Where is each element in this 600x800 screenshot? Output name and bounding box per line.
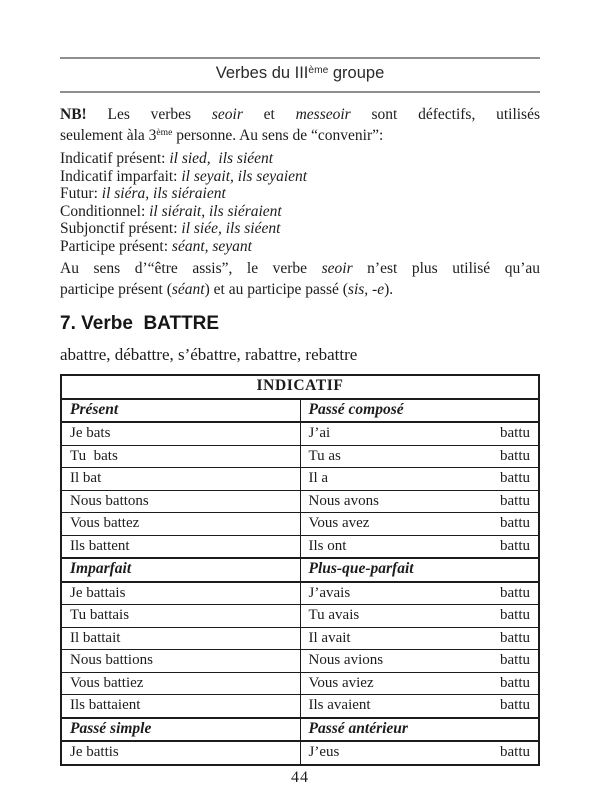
nb-paragraph <box>60 104 540 148</box>
auxiliary: J’ai <box>308 425 331 441</box>
page-number: 44 <box>291 769 309 786</box>
tense-right: Passé composé <box>300 399 539 423</box>
compound-cell <box>300 468 539 491</box>
auxiliary: Vous aviez <box>308 674 374 691</box>
auxiliary: Ils avaient <box>308 697 371 713</box>
subject-verb-cell: Je battis <box>61 741 300 765</box>
compound-cell <box>300 650 539 673</box>
list-item: Subjonctif présent: il siée, ils siéent <box>60 220 281 237</box>
participle: battu <box>500 629 530 646</box>
subject-verb-cell: Vous battez <box>61 513 300 536</box>
conjugation-table <box>60 374 540 766</box>
participle: battu <box>500 652 530 668</box>
tense-left: Passé simple <box>61 718 300 742</box>
tense-header-row <box>61 558 539 582</box>
participle: battu <box>500 537 530 554</box>
subject-verb-cell: Nous battons <box>61 490 300 513</box>
compound-cell <box>300 422 539 445</box>
compound-cell <box>300 627 539 650</box>
subject-verb-cell: Il battait <box>61 627 300 650</box>
conjugation-row <box>61 490 539 513</box>
participle: battu <box>500 744 530 760</box>
list-item: Futur: il siéra, ils siéraient <box>60 185 226 202</box>
subject-verb-cell: Tu bats <box>61 445 300 468</box>
list-item: Indicatif imparfait: il seyait, ils seyaient <box>60 167 308 185</box>
auxiliary: Vous avez <box>308 515 370 531</box>
subject-verb-cell: Il bat <box>61 468 300 491</box>
auxiliary: Nous avons <box>308 492 379 509</box>
compound-cell <box>300 513 539 536</box>
auxiliary: Nous avions <box>308 652 384 668</box>
tense-right: Plus-que-parfait <box>300 558 539 582</box>
subject-verb-cell: Ils battaient <box>61 695 300 718</box>
auxiliary: Tu avais <box>308 607 360 623</box>
compound-cell <box>300 695 539 718</box>
conjugation-row <box>61 672 539 695</box>
closing-line-2: participe présent (séant) et au participe passé (sis, -e). <box>60 280 394 298</box>
conjugation-row <box>61 650 539 673</box>
auxiliary: Il a <box>308 470 329 486</box>
tense-header-row <box>61 399 539 423</box>
tense-left: Imparfait <box>61 558 300 582</box>
nb-line-1: NB! Les verbes seoir et messeoir sont défectifs, utilisés <box>60 106 541 123</box>
conjugation-row <box>61 468 539 491</box>
participle: battu <box>500 492 530 509</box>
compound-cell <box>300 582 539 605</box>
subject-verb-cell: Je bats <box>61 422 300 445</box>
compound-cell <box>300 741 539 765</box>
defective-forms-list <box>60 150 540 255</box>
mood-row <box>61 375 539 399</box>
participle: battu <box>500 674 530 691</box>
closing-paragraph <box>60 259 540 300</box>
running-header <box>60 57 540 93</box>
nb-line-2: seulement àla 3ème personne. Au sens de “convenir”: <box>60 127 384 144</box>
list-item: Indicatif présent: il sied, ils siéent <box>60 150 274 167</box>
conjugation-row <box>61 445 539 468</box>
conjugation-row <box>61 695 539 718</box>
compound-cell <box>300 672 539 695</box>
conjugation-row <box>61 605 539 628</box>
conjugation-row <box>61 535 539 558</box>
participle: battu <box>500 607 530 623</box>
subject-verb-cell: Ils battent <box>61 535 300 558</box>
closing-line-1: Au sens d’“être assis”, le verbe seoir n’est plus utilisé qu’au <box>60 260 540 277</box>
participle: battu <box>500 425 530 441</box>
auxiliary: Il avait <box>308 629 351 646</box>
compound-cell <box>300 445 539 468</box>
participle: battu <box>500 697 530 713</box>
tense-right: Passé antérieur <box>300 718 539 742</box>
section-heading: 7. Verbe BATTRE <box>60 313 220 334</box>
mood-header: INDICATIF <box>61 375 539 399</box>
page-title: Verbes du IIIème groupe <box>215 64 385 82</box>
conjugation-row <box>61 627 539 650</box>
conjugation-row <box>61 513 539 536</box>
compound-cell <box>300 605 539 628</box>
auxiliary: J’eus <box>308 744 340 760</box>
participle: battu <box>500 470 530 486</box>
compound-cell <box>300 490 539 513</box>
tense-header-row <box>61 718 539 742</box>
conjugation-row <box>61 422 539 445</box>
subject-verb-cell: Nous battions <box>61 650 300 673</box>
auxiliary: J’avais <box>308 584 351 601</box>
subject-verb-cell: Je battais <box>61 582 300 605</box>
participle: battu <box>500 515 530 531</box>
list-item: Participe présent: séant, seyant <box>60 237 252 255</box>
conjugation-row <box>61 582 539 605</box>
participle: battu <box>500 584 530 601</box>
subject-verb-cell: Vous battiez <box>61 672 300 695</box>
subject-verb-cell: Tu battais <box>61 605 300 628</box>
list-item: Conditionnel: il siérait, ils siéraient <box>60 202 282 220</box>
conjugation-row <box>61 741 539 765</box>
derived-verbs: abattre, débattre, s’ébattre, rabattre, rebattre <box>60 345 358 364</box>
participle: battu <box>500 447 530 464</box>
auxiliary: Tu as <box>308 447 341 464</box>
compound-cell <box>300 535 539 558</box>
auxiliary: Ils ont <box>308 537 347 554</box>
tense-left: Présent <box>61 399 300 423</box>
